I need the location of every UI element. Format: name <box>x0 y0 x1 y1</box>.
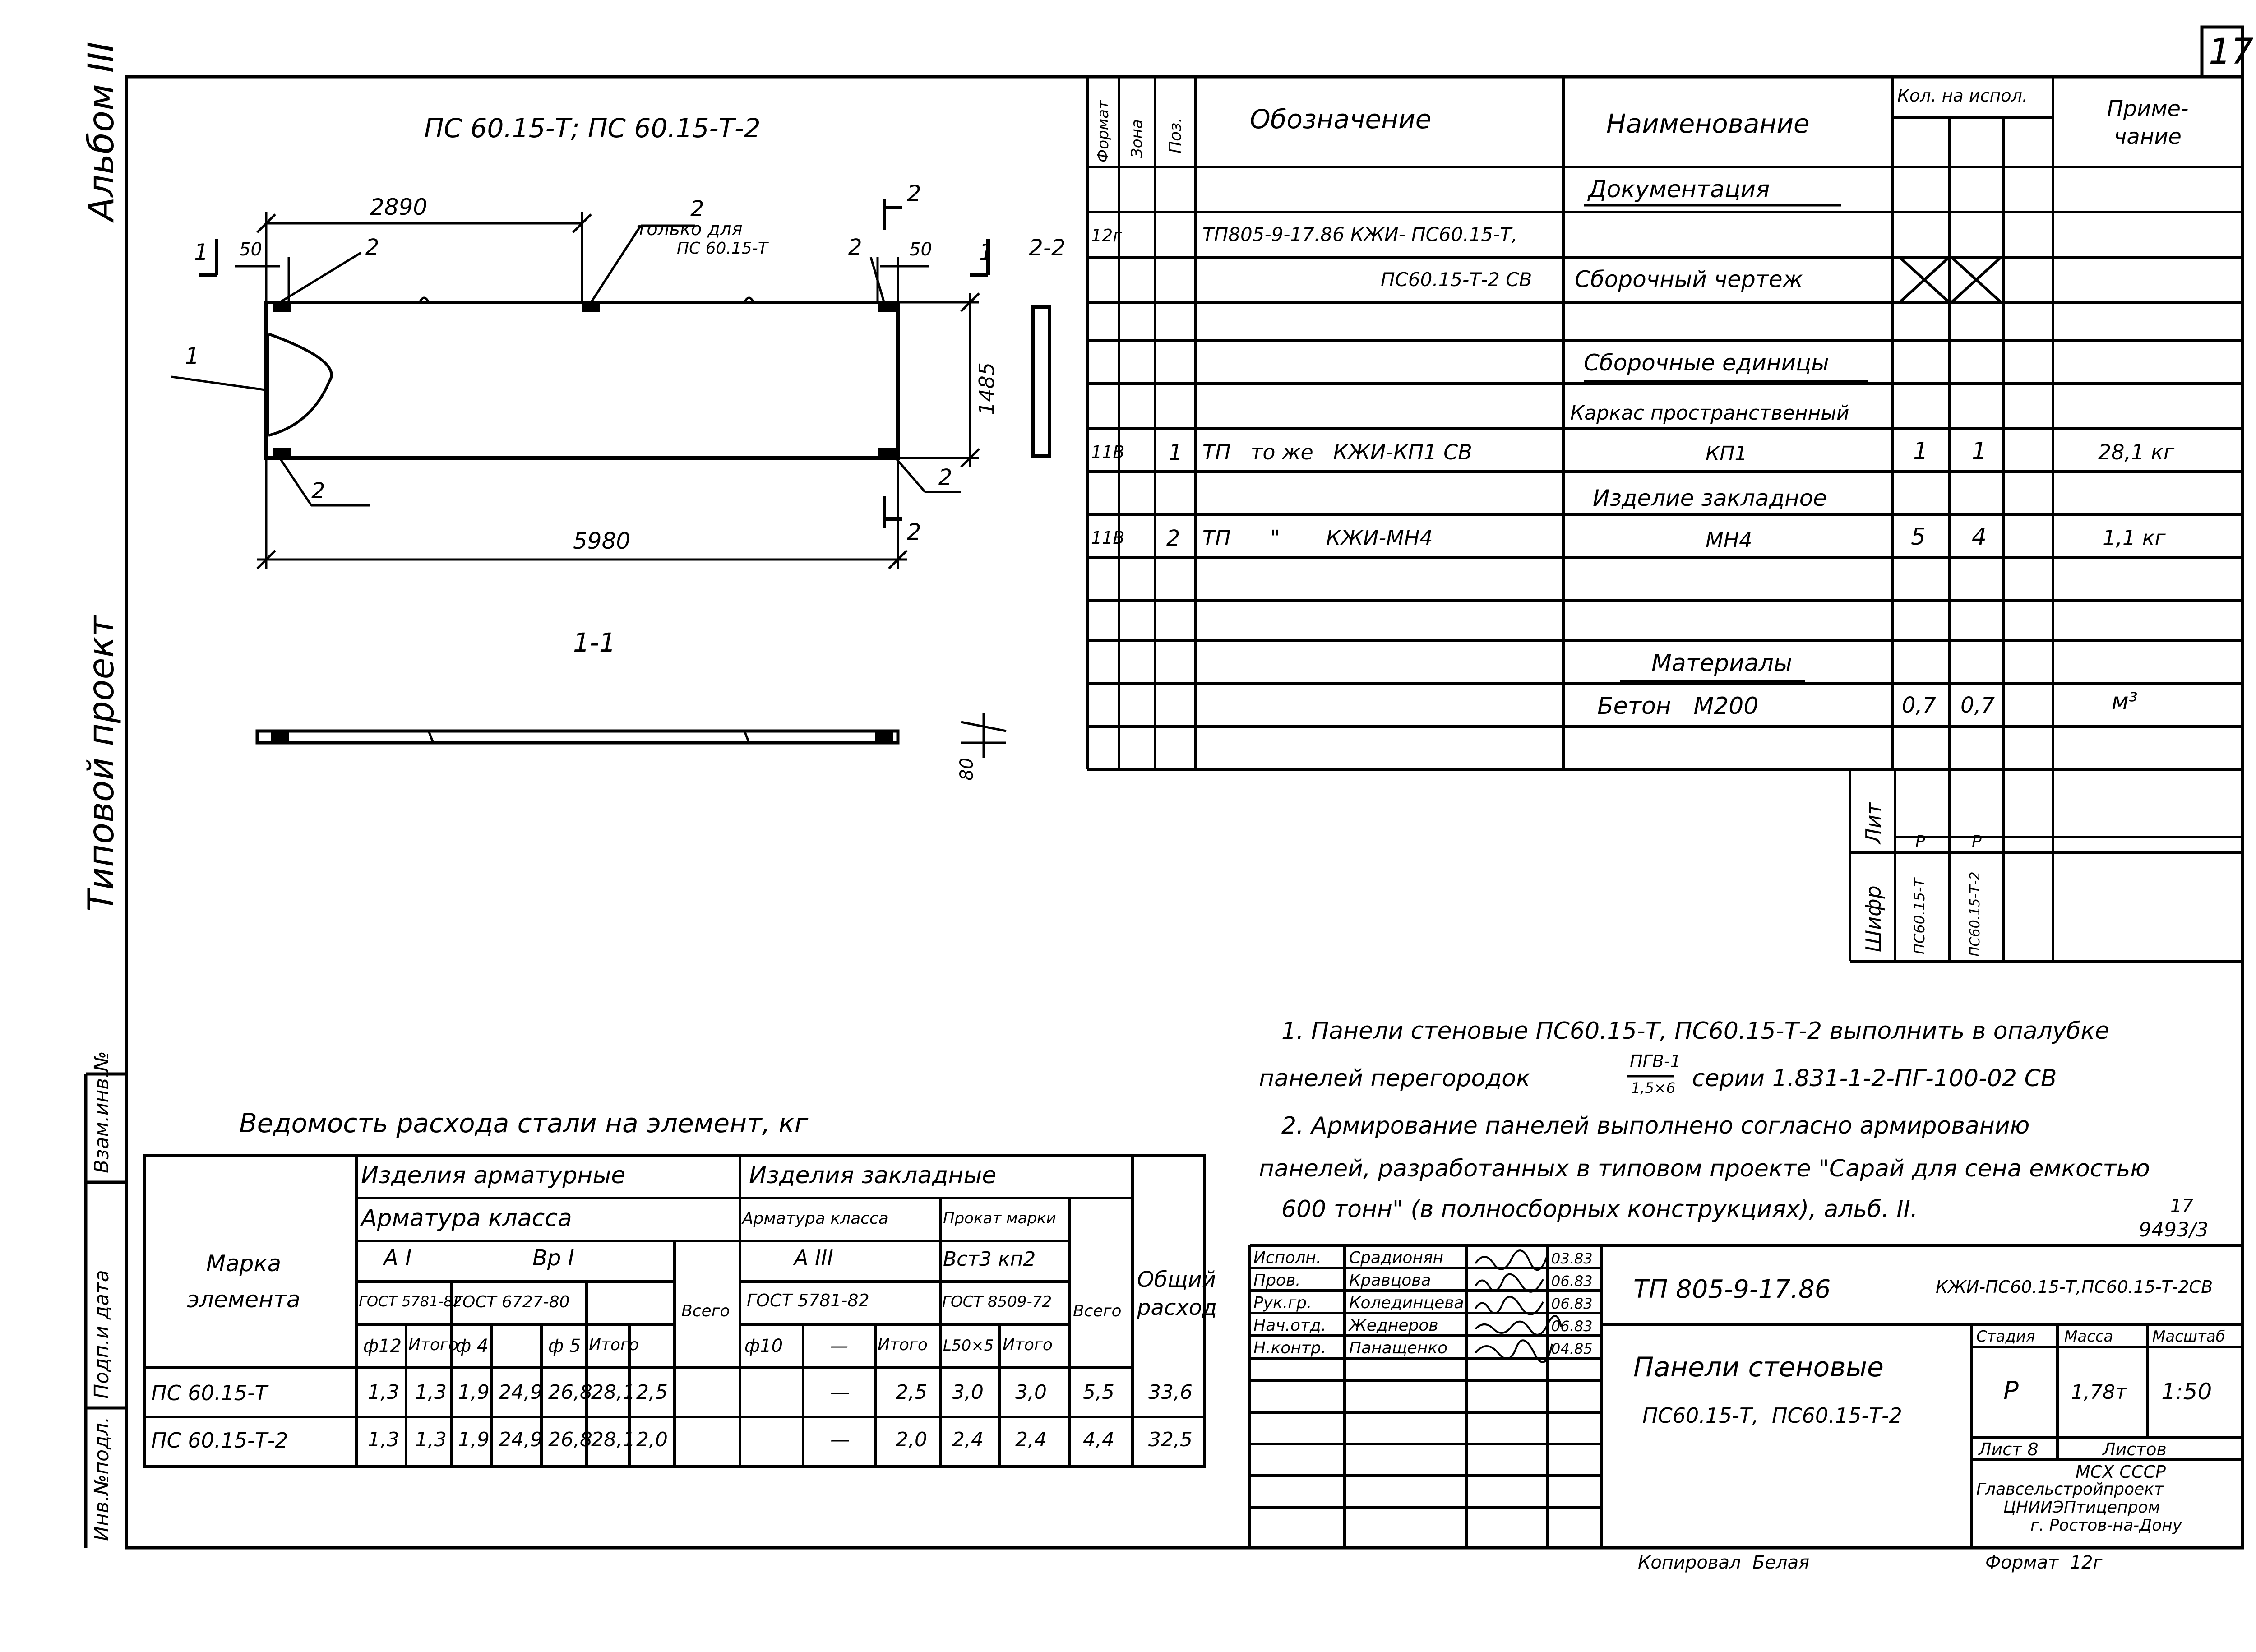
steel-h-itogo3: Итого <box>878 1336 928 1354</box>
steel-h-arm-class: Арматура класса <box>361 1205 572 1232</box>
steel-h-BpI: Вр I <box>532 1245 574 1271</box>
tb-name-3: Колединцева <box>1349 1294 1464 1312</box>
tb-sheets: Листов <box>2103 1439 2167 1459</box>
mark-1-pos: 1 <box>185 343 199 369</box>
steel-r2-mark: ПС 60.15-Т-2 <box>151 1428 288 1453</box>
spec-row1-q1: 1 <box>1913 438 1928 465</box>
tb-name-4: Жеднеров <box>1349 1316 1438 1335</box>
spec-h-pos: Поз. <box>1166 117 1185 153</box>
stamp-sign: Подп.и дата <box>90 1270 113 1399</box>
spec-row1-name-2: КП1 <box>1706 442 1747 465</box>
steel-h-l50: L50×5 <box>943 1337 994 1355</box>
steel-r1-c11: 3,0 <box>1015 1381 1047 1404</box>
steel-r2-c3: 1,9 <box>458 1428 490 1451</box>
steel-r1-c7: 2,5 <box>636 1381 668 1404</box>
tb-sheet: Лист 8 <box>1979 1439 2039 1459</box>
note-1-frac-top: ПГВ-1 <box>1630 1051 1681 1071</box>
tb-role-1: Исполн. <box>1253 1249 1322 1267</box>
spec-row2-q2: 4 <box>1972 523 1987 551</box>
spec-shifr-2: ПС60.15-Т-2 <box>1967 871 1983 957</box>
section-2-top: 2 <box>907 180 921 207</box>
section-2-bottom: 2 <box>907 519 921 545</box>
spec-shifr-label: Шифр <box>1861 885 1886 952</box>
spec-h-qty: Кол. на испол. <box>1897 86 2028 106</box>
note-1c: серии 1.831-1-2-ПГ-100-02 СВ <box>1692 1065 2057 1092</box>
tb-org-4: г. Ростов-на-Дону <box>2030 1516 2182 1535</box>
steel-h-emb-arm: Арматура класса <box>742 1209 888 1228</box>
spec-section-documentation: Документация <box>1588 176 1770 203</box>
dim-2890: 2890 <box>370 194 428 220</box>
mark-2-e: 2 <box>938 465 952 490</box>
spec-h-designation: Обозначение <box>1250 104 1432 134</box>
ref-top: 17 <box>2170 1196 2193 1217</box>
tb-name-line-1: Панели стеновые <box>1633 1351 1884 1383</box>
spec-doc-designation-1: ТП805-9-17.86 КЖИ- ПС60.15-Т, <box>1202 223 1518 245</box>
steel-r1-c8: — <box>830 1381 850 1404</box>
steel-h-f4: ф 4 <box>456 1336 489 1356</box>
note-1-frac-bot: 1,5×6 <box>1631 1079 1676 1097</box>
steel-h-total: Общий расход <box>1137 1267 1217 1320</box>
tb-h-scale: Масштаб <box>2152 1328 2225 1346</box>
steel-h-gost5781: ГОСТ 5781-82 <box>359 1293 462 1310</box>
spec-row2-pos: 2 <box>1166 526 1180 551</box>
note-2a: 2. Армирование панелей выполнено согласно армированию <box>1281 1112 2030 1139</box>
steel-h-dash: — <box>830 1336 848 1356</box>
steel-h-rolled: Прокат марки <box>943 1209 1056 1227</box>
steel-title: Ведомость расхода стали на элемент, кг <box>239 1108 809 1138</box>
steel-r2-c5: 26,8 <box>548 1428 592 1451</box>
spec-section-materials: Материалы <box>1651 650 1792 677</box>
steel-h-mark: Марка элемента <box>187 1250 300 1313</box>
steel-r2-c12: 4,4 <box>1083 1428 1114 1451</box>
spec-mat-q1: 0,7 <box>1902 693 1937 718</box>
stamp-replace: Взам.инв.№ <box>90 1051 113 1173</box>
steel-h-gost8509: ГОСТ 8509-72 <box>942 1293 1052 1311</box>
album-label: Альбом III <box>81 42 122 221</box>
note-2c: 600 тонн" (в полносборных конструкциях), альб. II. <box>1281 1196 1918 1223</box>
drawing-title: ПС 60.15-Т; ПС 60.15-Т-2 <box>424 113 761 143</box>
steel-r2-c10: 2,4 <box>952 1428 984 1451</box>
steel-r2-c6: 28,1 <box>591 1428 635 1451</box>
tb-doc-code: КЖИ-ПС60.15-Т,ПС60.15-Т-2СВ <box>1936 1277 2213 1297</box>
spec-mat-q2: 0,7 <box>1960 693 1995 718</box>
tb-h-mass: Масса <box>2064 1328 2113 1346</box>
tb-name-line-2: ПС60.15-Т, ПС60.15-Т-2 <box>1642 1403 1902 1428</box>
steel-r2-c7: 2,0 <box>636 1428 668 1451</box>
steel-r2-c1: 1,3 <box>368 1428 399 1451</box>
steel-h-emb-items: Изделия закладные <box>749 1162 997 1189</box>
tb-date-4: 06.83 <box>1551 1318 1593 1335</box>
spec-row2-format: 11В <box>1091 528 1125 548</box>
dim-50-left: 50 <box>239 239 262 260</box>
spec-row2-name-2: МН4 <box>1706 528 1752 552</box>
steel-r2-c9: 2,0 <box>896 1428 927 1451</box>
tb-role-3: Рук.гр. <box>1253 1294 1312 1312</box>
dim-5980: 5980 <box>573 528 631 554</box>
dim-50-right: 50 <box>909 239 932 260</box>
spec-h-note: Приме-чание <box>2107 96 2189 149</box>
spec-h-format: Формат <box>1094 100 1112 162</box>
steel-h-arm-items: Изделия арматурные <box>361 1162 626 1189</box>
steel-r1-c3: 1,9 <box>458 1381 490 1404</box>
dim-1485: 1485 <box>975 362 999 415</box>
steel-r1-c9: 2,5 <box>896 1381 927 1404</box>
spec-lit-label: Лит <box>1861 802 1886 844</box>
spec-row1-designation: ТП то же КЖИ-КП1 СВ <box>1202 440 1472 464</box>
tb-stage: Р <box>2003 1376 2019 1406</box>
spec-lit-p1: Р <box>1915 833 1925 851</box>
tb-date-2: 06.83 <box>1551 1273 1593 1290</box>
spec-h-zone: Зона <box>1128 119 1146 158</box>
mark-2-b: 2 <box>690 196 704 222</box>
tb-date-5: 04.85 <box>1551 1340 1593 1357</box>
steel-h-f10: ф10 <box>744 1336 783 1356</box>
steel-h-gost6727: ГОСТ 6727-80 <box>453 1293 570 1311</box>
note-1a: 1. Панели стеновые ПС60.15-Т, ПС60.15-Т-2 выполнить в опалубке <box>1281 1018 2109 1045</box>
ref-bot: 9493/3 <box>2139 1218 2209 1241</box>
steel-h-itogo4: Итого <box>1003 1336 1053 1354</box>
tb-name-1: Срадионян <box>1349 1249 1444 1267</box>
steel-h-f12: ф12 <box>363 1336 402 1356</box>
spec-row1-q2: 1 <box>1972 438 1987 465</box>
steel-r1-c13: 33,6 <box>1148 1381 1193 1404</box>
project-label: Типовой проект <box>81 615 122 912</box>
note-1b: панелей перегородок <box>1259 1065 1530 1092</box>
spec-h-name: Наименование <box>1606 108 1810 139</box>
tb-format: Формат 12г <box>1985 1552 2103 1573</box>
tb-name-5: Панащенко <box>1349 1339 1448 1357</box>
spec-row1-note: 28,1 кг <box>2098 440 2174 464</box>
steel-h-vsego: Всего <box>681 1302 730 1320</box>
spec-row2-q1: 5 <box>1911 523 1926 551</box>
steel-h-bst: Вст3 кп2 <box>943 1248 1036 1271</box>
steel-r1-c12: 5,5 <box>1083 1381 1114 1404</box>
steel-r1-c2: 1,3 <box>415 1381 447 1404</box>
spec-doc-name: Сборочный чертеж <box>1575 266 1803 292</box>
tb-date-3: 06.83 <box>1551 1295 1593 1312</box>
tb-project-code: ТП 805-9-17.86 <box>1633 1275 1831 1304</box>
tb-org-1: МСХ СССР <box>2076 1462 2166 1482</box>
section-2-2-label: 2-2 <box>1029 235 1066 261</box>
spec-row2-designation: ТП " КЖИ-МН4 <box>1202 526 1433 550</box>
steel-h-f5: ф 5 <box>548 1336 581 1356</box>
note-only-for-1: только для <box>636 219 743 240</box>
spec-row1-format: 11В <box>1091 442 1125 462</box>
steel-h-itogo2: Итого <box>589 1336 639 1354</box>
note-2b: панелей, разработанных в типовом проекте "Сарай для сена емкостью <box>1259 1155 2150 1182</box>
steel-r2-c2: 1,3 <box>415 1428 447 1451</box>
note-only-for-2: ПС 60.15-Т <box>677 239 768 258</box>
steel-r1-c6: 28,1 <box>591 1381 635 1404</box>
tb-scale: 1:50 <box>2161 1379 2212 1405</box>
mark-2-a: 2 <box>365 235 379 260</box>
dim-80: 80 <box>957 758 977 781</box>
steel-h-AI: А I <box>384 1245 412 1271</box>
tb-role-4: Нач.отд. <box>1253 1316 1327 1335</box>
spec-mat-note: м³ <box>2112 688 2138 714</box>
steel-h-itogo: Итого <box>408 1336 458 1354</box>
spec-row2-note: 1,1 кг <box>2103 526 2166 550</box>
section-1-right: 1 <box>979 239 994 265</box>
spec-row1-pos: 1 <box>1169 440 1183 465</box>
stamp-inv: Инв.№подл. <box>90 1416 113 1541</box>
spec-section-assemblies: Сборочные единицы <box>1584 350 1829 376</box>
steel-r1-c10: 3,0 <box>952 1381 984 1404</box>
tb-copied: Копировал Белая <box>1638 1552 1810 1573</box>
steel-r1-c5: 26,8 <box>548 1381 592 1404</box>
tb-name-2: Кравцова <box>1349 1271 1431 1290</box>
spec-doc-format: 12г <box>1091 226 1122 245</box>
spec-doc-designation-2: ПС60.15-Т-2 СВ <box>1381 268 1532 291</box>
steel-r1-mark: ПС 60.15-Т <box>151 1381 268 1405</box>
steel-r1-c4: 24,9 <box>499 1381 543 1404</box>
section-1-1-label: 1-1 <box>573 627 616 658</box>
steel-r2-c13: 32,5 <box>1148 1428 1193 1451</box>
steel-r2-c8: — <box>830 1428 850 1451</box>
tb-h-stage: Стадия <box>1976 1328 2035 1346</box>
spec-mat-name: Бетон М200 <box>1597 693 1759 720</box>
steel-h-AIII: А III <box>794 1245 833 1270</box>
sheet-number: 17 <box>2209 32 2254 72</box>
steel-r1-c1: 1,3 <box>368 1381 399 1404</box>
section-1-left: 1 <box>194 239 208 265</box>
steel-r2-c4: 24,9 <box>499 1428 543 1451</box>
steel-h-vsego2: Всего <box>1073 1302 1122 1320</box>
tb-role-5: Н.контр. <box>1253 1339 1327 1357</box>
spec-lit-p2: Р <box>1972 833 1982 851</box>
tb-date-1: 03.83 <box>1551 1250 1593 1267</box>
steel-h-gost5781b: ГОСТ 5781-82 <box>747 1291 869 1310</box>
spec-row2-name-1: Изделие закладное <box>1593 485 1827 511</box>
spec-row1-name-1: Каркас пространственный <box>1570 402 1849 425</box>
spec-shifr-1: ПС60.15-Т <box>1911 878 1928 954</box>
tb-role-2: Пров. <box>1253 1271 1301 1290</box>
tb-org-3: ЦНИИЭПтицепром <box>2003 1498 2160 1517</box>
mark-2-c: 2 <box>848 235 862 260</box>
tb-mass: 1,78т <box>2071 1381 2127 1404</box>
steel-r2-c11: 2,4 <box>1015 1428 1047 1451</box>
mark-2-d: 2 <box>311 478 325 504</box>
tb-org-2: Главсельстройпроект <box>1976 1480 2164 1499</box>
